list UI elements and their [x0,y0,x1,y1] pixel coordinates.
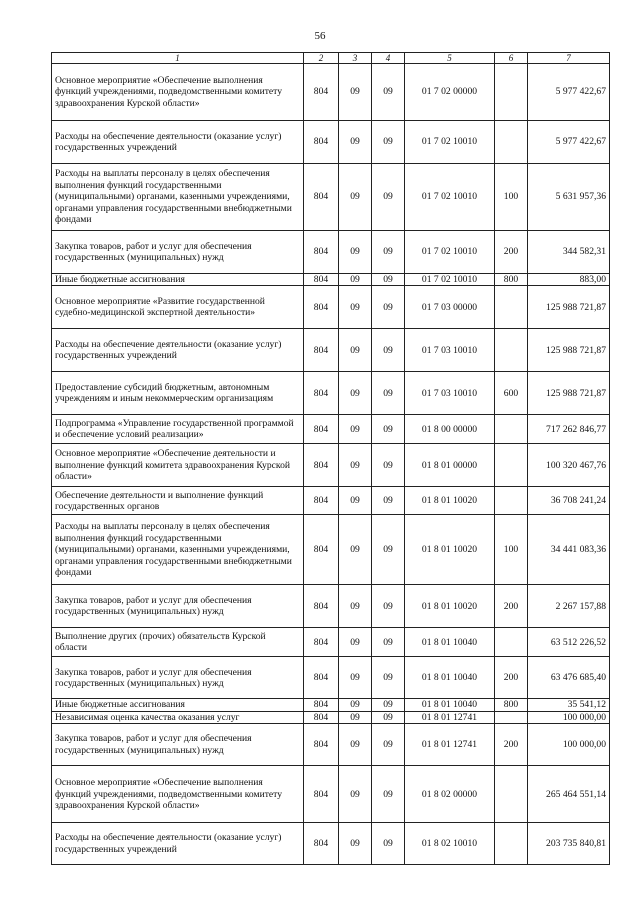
table-row [52,444,610,487]
row-name: Предоставление субсидий бюджетным, автономным учреждениям и иным некоммерческим организациям [52,372,304,415]
type-cell [495,766,528,823]
col2-cell: 804 [304,164,339,231]
table-row [52,64,610,121]
col3-cell: 09 [339,64,372,121]
col4-cell: 09 [372,711,405,723]
amount-cell: 100 000,00 [528,711,610,723]
col2-cell: 804 [304,657,339,699]
type-cell: 200 [495,724,528,766]
col2-cell: 804 [304,628,339,657]
row-name: Расходы на обеспечение деятельности (оказание услуг) государственных учреждений [52,329,304,372]
col4-cell: 09 [372,766,405,823]
column-header: 7 [528,53,610,64]
amount-cell: 344 582,31 [528,231,610,274]
amount-cell: 717 262 846,77 [528,415,610,444]
amount-cell: 203 735 840,81 [528,823,610,865]
col3-cell: 09 [339,628,372,657]
amount-cell: 5 631 957,36 [528,164,610,231]
budget-table [51,52,610,865]
col2-cell: 804 [304,231,339,274]
row-name: Закупка товаров, работ и услуг для обеспечения государственных (муниципальных) нужд [52,657,304,699]
type-cell [495,415,528,444]
col3-cell: 09 [339,121,372,164]
column-header: 2 [304,53,339,64]
col3-cell: 09 [339,585,372,628]
row-name: Закупка товаров, работ и услуг для обеспечения государственных (муниципальных) нужд [52,231,304,274]
table-row [52,121,610,164]
col3-cell: 09 [339,286,372,329]
table-row [52,699,610,711]
code-cell: 01 7 03 00000 [405,286,495,329]
code-cell: 01 7 03 10010 [405,372,495,415]
col2-cell: 804 [304,711,339,723]
code-cell: 01 8 01 10020 [405,487,495,515]
row-name: Расходы на выплаты персоналу в целях обеспечения выполнения функций государственными (муниципальными) органами, казенными учреждениями, органами управления государственными внебюджетными фондами [52,164,304,231]
col3-cell: 09 [339,823,372,865]
type-cell: 800 [495,699,528,711]
row-name: Иные бюджетные ассигнования [52,699,304,711]
col3-cell: 09 [339,515,372,585]
type-cell [495,711,528,723]
table-row [52,657,610,699]
col4-cell: 09 [372,823,405,865]
col4-cell: 09 [372,121,405,164]
col4-cell: 09 [372,585,405,628]
col4-cell: 09 [372,415,405,444]
type-cell: 200 [495,657,528,699]
row-name: Расходы на обеспечение деятельности (оказание услуг) государственных учреждений [52,823,304,865]
code-cell: 01 7 02 00000 [405,64,495,121]
row-name: Основное мероприятие «Обеспечение выполнения функций учреждениями, подведомственными комитету здравоохранения Курской области» [52,766,304,823]
col4-cell: 09 [372,274,405,286]
amount-cell: 125 988 721,87 [528,329,610,372]
table-row [52,286,610,329]
table-row [52,274,610,286]
col2-cell: 804 [304,699,339,711]
amount-cell: 883,00 [528,274,610,286]
table-row [52,724,610,766]
col3-cell: 09 [339,164,372,231]
table-row [52,766,610,823]
amount-cell: 35 541,12 [528,699,610,711]
code-cell: 01 8 01 00000 [405,444,495,487]
code-cell: 01 7 02 10010 [405,164,495,231]
col2-cell: 804 [304,274,339,286]
type-cell [495,444,528,487]
amount-cell: 34 441 083,36 [528,515,610,585]
col4-cell: 09 [372,231,405,274]
table-row [52,823,610,865]
type-cell [495,121,528,164]
table-row [52,585,610,628]
type-cell: 100 [495,164,528,231]
col3-cell: 09 [339,415,372,444]
amount-cell: 2 267 157,88 [528,585,610,628]
row-name: Основное мероприятие «Обеспечение деятельности и выполнение функций комитета здравоохранения Курской области» [52,444,304,487]
col3-cell: 09 [339,699,372,711]
type-cell [495,487,528,515]
col4-cell: 09 [372,657,405,699]
col2-cell: 804 [304,823,339,865]
col3-cell: 09 [339,329,372,372]
table-row [52,415,610,444]
col4-cell: 09 [372,329,405,372]
code-cell: 01 8 02 00000 [405,766,495,823]
row-name: Выполнение других (прочих) обязательств Курской области [52,628,304,657]
row-name: Закупка товаров, работ и услуг для обеспечения государственных (муниципальных) нужд [52,724,304,766]
code-cell: 01 8 02 10010 [405,823,495,865]
col2-cell: 804 [304,121,339,164]
table-row [52,711,610,723]
col2-cell: 804 [304,724,339,766]
type-cell: 800 [495,274,528,286]
code-cell: 01 8 01 10040 [405,628,495,657]
table-row [52,231,610,274]
col3-cell: 09 [339,711,372,723]
col4-cell: 09 [372,628,405,657]
code-cell: 01 8 01 12741 [405,711,495,723]
column-header: 5 [405,53,495,64]
col2-cell: 804 [304,444,339,487]
row-name: Иные бюджетные ассигнования [52,274,304,286]
col2-cell: 804 [304,415,339,444]
col3-cell: 09 [339,487,372,515]
column-header: 3 [339,53,372,64]
type-cell [495,823,528,865]
col2-cell: 804 [304,64,339,121]
table-row [52,329,610,372]
code-cell: 01 7 02 10010 [405,231,495,274]
amount-cell: 100 320 467,76 [528,444,610,487]
row-name: Подпрограмма «Управление государственной программой и обеспечение условий реализации» [52,415,304,444]
col2-cell: 804 [304,585,339,628]
amount-cell: 5 977 422,67 [528,64,610,121]
table-row [52,164,610,231]
col4-cell: 09 [372,164,405,231]
col3-cell: 09 [339,657,372,699]
row-name: Основное мероприятие «Обеспечение выполнения функций учреждениями, подведомственными комитету здравоохранения Курской области» [52,64,304,121]
col2-cell: 804 [304,372,339,415]
code-cell: 01 8 00 00000 [405,415,495,444]
col2-cell: 804 [304,515,339,585]
row-name: Расходы на выплаты персоналу в целях обеспечения выполнения функций государственными (муниципальными) органами, казенными учреждениями, органами управления государственными внебюджетными фондами [52,515,304,585]
col2-cell: 804 [304,286,339,329]
amount-cell: 125 988 721,87 [528,372,610,415]
table-row [52,628,610,657]
col4-cell: 09 [372,724,405,766]
amount-cell: 265 464 551,14 [528,766,610,823]
table-row [52,515,610,585]
table-row [52,372,610,415]
type-cell [495,64,528,121]
code-cell: 01 8 01 10040 [405,699,495,711]
col4-cell: 09 [372,64,405,121]
amount-cell: 125 988 721,87 [528,286,610,329]
col4-cell: 09 [372,515,405,585]
code-cell: 01 7 02 10010 [405,121,495,164]
col2-cell: 804 [304,766,339,823]
page-number: 56 [314,30,326,42]
col4-cell: 09 [372,286,405,329]
type-cell [495,329,528,372]
col3-cell: 09 [339,444,372,487]
type-cell: 200 [495,585,528,628]
column-header: 6 [495,53,528,64]
row-name: Обеспечение деятельности и выполнение функций государственных органов [52,487,304,515]
code-cell: 01 7 02 10010 [405,274,495,286]
code-cell: 01 7 03 10010 [405,329,495,372]
column-header: 1 [52,53,304,64]
type-cell: 200 [495,231,528,274]
row-name: Основное мероприятие «Развитие государственной судебно-медицинской экспертной деятельности» [52,286,304,329]
row-name: Закупка товаров, работ и услуг для обеспечения государственных (муниципальных) нужд [52,585,304,628]
code-cell: 01 8 01 10040 [405,657,495,699]
amount-cell: 100 000,00 [528,724,610,766]
col3-cell: 09 [339,231,372,274]
code-cell: 01 8 01 10020 [405,515,495,585]
row-name: Расходы на обеспечение деятельности (оказание услуг) государственных учреждений [52,121,304,164]
code-cell: 01 8 01 10020 [405,585,495,628]
col2-cell: 804 [304,329,339,372]
table-row [52,487,610,515]
col3-cell: 09 [339,372,372,415]
col3-cell: 09 [339,274,372,286]
col4-cell: 09 [372,699,405,711]
row-name: Независимая оценка качества оказания услуг [52,711,304,723]
column-header: 4 [372,53,405,64]
col4-cell: 09 [372,372,405,415]
col4-cell: 09 [372,487,405,515]
col4-cell: 09 [372,444,405,487]
type-cell: 100 [495,515,528,585]
type-cell: 600 [495,372,528,415]
amount-cell: 5 977 422,67 [528,121,610,164]
amount-cell: 36 708 241,24 [528,487,610,515]
type-cell [495,628,528,657]
col2-cell: 804 [304,487,339,515]
amount-cell: 63 512 226,52 [528,628,610,657]
amount-cell: 63 476 685,40 [528,657,610,699]
col3-cell: 09 [339,766,372,823]
type-cell [495,286,528,329]
code-cell: 01 8 01 12741 [405,724,495,766]
header-row [52,53,610,64]
col3-cell: 09 [339,724,372,766]
